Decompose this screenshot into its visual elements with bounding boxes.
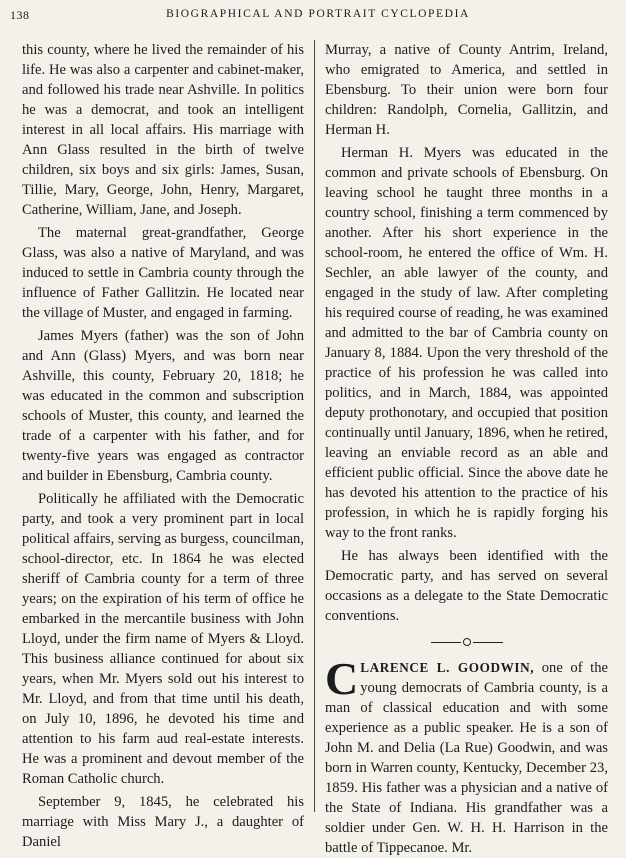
- section-divider: [325, 636, 608, 648]
- left-column: [22, 40, 304, 852]
- divider-ornament: [463, 638, 471, 646]
- paragraph: Herman H. Myers was educated in the common and private schools of Ebensburg. On leaving school he taught three months in a country school, finishing a term commenced by another. After his short experience in the school-room, he entered the office of Wm. H. Sechler, an able lawyer of the county, and engaged in the study of law. After completing his required course of reading, he was examined and admitted to the bar of Cambria county on January 8, 1884. Upon the very threshold of the practice of his profession he was called into politics, and in March, 1884, was appointed deputy prothonotary, and occupied that position continually until January, 1896, when he retired, leaving an enviable record as an able and efficient public official. Since the above date he has devoted his attention to the practice of his profession, in which he is rapidly forging his way to the front ranks.: [325, 145, 608, 541]
- divider-line: [473, 642, 503, 643]
- biography-text: one of the young democrats of Cambria county, is a man of classical education and with some experience as a public speaker. He is a son of John M. and Delia (La Rue) Goodwin, and was born in Warren county, Kentucky, December 23, 1859. His father was a physician and a native of the State of Indiana. His grandfather was a soldier under Gen. W. H. H. Harrison in the battle of Tippecanoe. Mr.: [325, 660, 608, 856]
- divider-line: [431, 642, 461, 643]
- biography-start: [325, 653, 608, 858]
- page-number: 138: [10, 8, 30, 22]
- paragraph: The maternal great-grandfather, George Glass, was also a native of Maryland, and was induced to settle in Cambria county through the influence of Father Gallitzin. He located near the village of Muster, and engaged in farming.: [22, 225, 304, 321]
- paragraph: Murray, a native of County Antrim, Ireland, who emigrated to America, and settled in Ebensburg. To their union were born four children: Randolph, Cornelia, Gallitzin, and Herman H.: [325, 42, 608, 138]
- paragraph: September 9, 1845, he celebrated his marriage with Miss Mary J., a daughter of Daniel: [22, 794, 304, 850]
- subject-name: LARENCE L. GOODWIN,: [360, 660, 535, 675]
- paragraph: this county, where he lived the remainder of his life. He was also a carpenter and cabinet-maker, and followed his trade near Ashville. In politics he was a democrat, and took an intelligent interest in all local affairs. His marriage with Ann Glass resulted in the birth of twelve children, six boys and six girls: James, Susan, Tillie, Mary, George, John, Henry, Margaret, Catherine, William, Jane, and Joseph.: [22, 42, 304, 218]
- drop-cap: C: [325, 653, 359, 704]
- right-column: [325, 40, 608, 858]
- running-head: BIOGRAPHICAL AND PORTRAIT CYCLOPEDIA: [166, 8, 470, 20]
- paragraph: He has always been identified with the Democratic party, and has served on several occasions as a delegate to the State Democratic conventions.: [325, 548, 608, 624]
- paragraph: Politically he affiliated with the Democratic party, and took a very prominent part in local political affairs, serving as burgess, councilman, school-director, etc. In 1864 he was elected sheriff of Cambria county for a term of three years; on the expiration of his term of office he embarked in the mercantile business with John Lloyd, under the firm name of Myers & Lloyd. This business alliance continued for about six years, when Mr. Myers sold out his interest to Mr. Lloyd, and from that time until his death, on July 10, 1896, he devoted his time and attention to his farm aud real-estate interests. He was a prominent and devout member of the Roman Catholic church.: [22, 491, 304, 787]
- column-rule: [314, 40, 315, 812]
- paragraph: James Myers (father) was the son of John and Ann (Glass) Myers, and was born near Ashville, this county, February 20, 1818; he was educated in the common and subscription schools of Muster, this county, and learned the trade of a carpenter with his father, and for twenty-five years was engaged as contractor and builder in Ebensburg, Cambria county.: [22, 328, 304, 484]
